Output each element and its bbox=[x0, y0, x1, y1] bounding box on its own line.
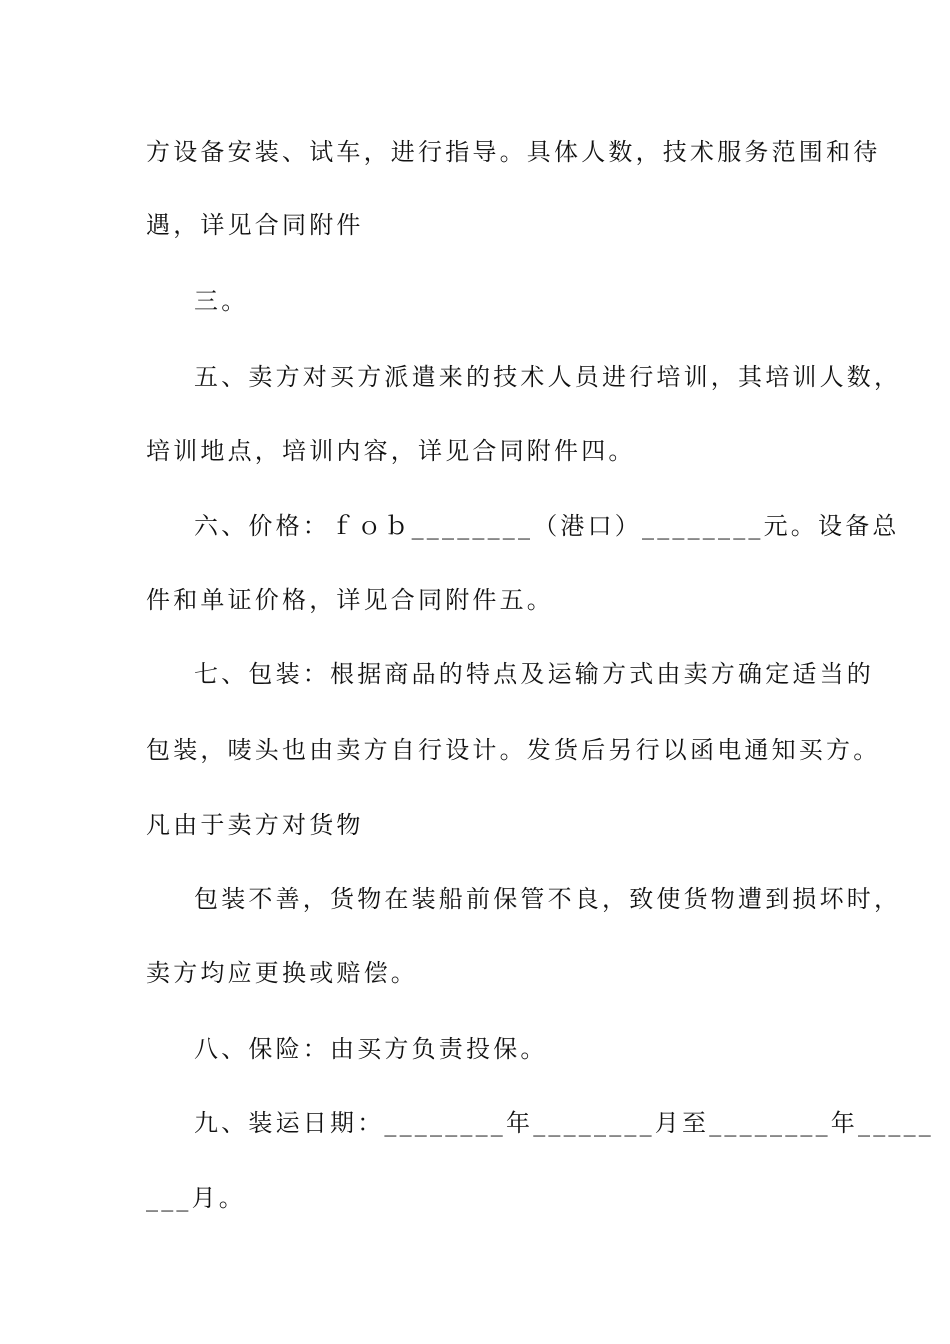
paragraph-line: 九、装运日期：________年________月至________年_____ bbox=[194, 1109, 934, 1137]
paragraph-line: 卖方均应更换或赔偿。 bbox=[146, 959, 418, 987]
paragraph-line: 七、包装：根据商品的特点及运输方式由卖方确定适当的 bbox=[194, 660, 874, 688]
paragraph-line: 方设备安装、试车，进行指导。具体人数，技术服务范围和待 bbox=[146, 138, 881, 166]
paragraph-line: 件和单证价格，详见合同附件五。 bbox=[146, 586, 554, 614]
paragraph-line: 包装不善，货物在装船前保管不良，致使货物遭到损坏时， bbox=[194, 885, 902, 913]
paragraph-line: 八、保险：由买方负责投保。 bbox=[194, 1035, 548, 1063]
paragraph-line: 五、卖方对买方派遣来的技术人员进行培训，其培训人数， bbox=[194, 363, 902, 391]
paragraph-line: 三。 bbox=[194, 287, 249, 315]
paragraph-line: 培训地点，培训内容，详见合同附件四。 bbox=[146, 437, 636, 465]
paragraph-line: 凡由于卖方对货物 bbox=[146, 811, 364, 839]
paragraph-line: 遇，详见合同附件 bbox=[146, 211, 364, 239]
paragraph-line: 六、价格：ｆｏｂ________（港口）________元。设备总 bbox=[194, 512, 900, 540]
paragraph-line: 包装，唛头也由卖方自行设计。发货后另行以函电通知买方。 bbox=[146, 736, 881, 764]
paragraph-line: ___月。 bbox=[146, 1184, 246, 1212]
